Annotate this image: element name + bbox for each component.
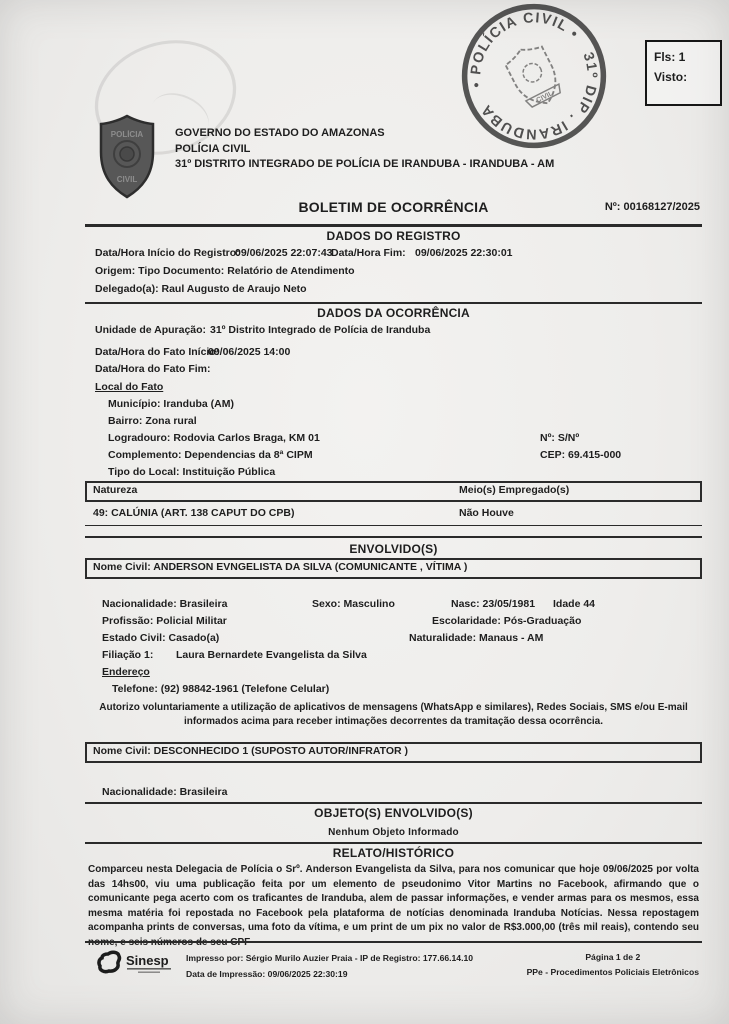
section-dados-ocorrencia: DADOS DA OCORRÊNCIA [317, 306, 470, 320]
unidade-value: 31º Distrito Integrado de Polícia de Iranduba [210, 324, 431, 336]
divider [85, 536, 702, 538]
nome-civil-box-vitima [85, 558, 702, 579]
objetos-empty-text: Nenhum Objeto Informado [328, 827, 459, 838]
natureza-col-header: Natureza [93, 484, 138, 496]
nome-civil-box-infrator [85, 742, 702, 763]
profissao-text: Profissão: Policial Militar [102, 615, 227, 627]
divider [85, 302, 702, 304]
row-municipio [85, 398, 702, 414]
local-do-fato-heading: Local do Fato [95, 381, 164, 393]
stamp-center-shield-icon [502, 40, 566, 112]
endereco-heading: Endereço [102, 666, 150, 678]
row-logradouro [85, 432, 702, 448]
header-line-government: GOVERNO DO ESTADO DO AMAZONAS [175, 127, 385, 139]
visto-label: Visto: [654, 70, 688, 84]
unidade-label: Unidade de Apuração: [95, 324, 207, 336]
document-number: Nº: 00168127/2025 [604, 201, 700, 213]
natureza-value: 49: CALÚNIA (ART. 138 CAPUT DO CPB) [93, 507, 295, 519]
footer-page-info [527, 950, 699, 980]
pessoa2-nacionalidade-row [85, 786, 702, 802]
row-complemento [85, 449, 702, 465]
ocorrencia-row-fato-inicio [85, 346, 702, 362]
pessoa2-nacionalidade-text: Nacionalidade: Brasileira [102, 786, 228, 798]
nacionalidade-text: Nacionalidade: Brasileira [102, 598, 228, 610]
natureza-row [85, 507, 702, 523]
telefone-row [85, 683, 702, 699]
fls-label: Fls: 1 [654, 50, 686, 64]
nasc-text: Nasc: 23/05/1981 [451, 598, 536, 610]
stamp-bottom-text: 31º DIP . IRANDUBA [477, 50, 600, 142]
row-bairro [85, 415, 702, 431]
divider [85, 842, 702, 844]
pessoa1-row1 [85, 598, 702, 614]
local-do-fato-heading-row [85, 381, 702, 397]
fls-visto-box [645, 40, 722, 106]
data-impressao-text: Data de Impressão: 09/06/2025 22:30:19 [186, 969, 348, 979]
stamp-banner-text: CIVIL [535, 90, 555, 105]
section-envolvidos: ENVOLVIDO(S) [349, 542, 438, 556]
sinesp-logo [94, 948, 184, 982]
natureza-header-box [85, 481, 702, 502]
cep-text: CEP: 69.415-000 [540, 449, 622, 461]
logradouro-text: Logradouro: Rodovia Carlos Braga, KM 01 [108, 432, 320, 444]
impresso-por-text: Impresso por: Sérgio Murilo Auzier Praia - IP de Registro: 177.66.14.10 [186, 953, 474, 963]
divider [85, 941, 702, 943]
bairro-text: Bairro: Zona rural [108, 415, 197, 427]
badge-top-label: POLÍCIA [110, 130, 144, 139]
pagina-text: Página 1 de 2 [585, 952, 641, 962]
autorizacao-text: Autorizo voluntariamente a utilização de aplicativos de mensagens (WhatsApp e similares), Redes Sociais, SMS e/ou E-mail informados acima para receber intimações decorrentes da tramitação dessa ocorrência. [99, 702, 688, 727]
sinesp-mark-icon [99, 952, 120, 971]
divider [85, 802, 702, 804]
fato-fim-label: Data/Hora do Fato Fim: [95, 363, 211, 375]
meio-value: Não Houve [459, 507, 514, 519]
numero-text: Nº: S/Nº [540, 432, 580, 444]
row-tipo-local [85, 466, 702, 482]
nome-civil-vitima: Nome Civil: ANDERSON EVNGELISTA DA SILVA (COMUNICANTE , VÍTIMA ) [93, 561, 468, 573]
registro-row-origem [85, 265, 702, 281]
fato-inicio-value: 09/06/2025 14:00 [208, 346, 291, 358]
delegado-text: Delegado(a): Raul Augusto de Araujo Neto [95, 283, 307, 295]
stamp-top-text: • POLÍCIA CIVIL • [468, 10, 583, 89]
nome-civil-infrator: Nome Civil: DESCONHECIDO 1 (SUPOSTO AUTOR/INFRATOR ) [93, 745, 409, 757]
inicio-registro-value: 09/06/2025 22:07:43 [235, 247, 333, 259]
section-relato: RELATO/HISTÓRICO [332, 846, 455, 860]
divider [85, 525, 702, 526]
tipo-local-text: Tipo do Local: Instituição Pública [108, 466, 276, 478]
agency-header [175, 126, 554, 173]
sexo-text: Sexo: Masculino [312, 598, 395, 610]
naturalidade-text: Naturalidade: Manaus - AM [409, 632, 544, 644]
endereco-heading-row [85, 666, 702, 682]
registro-row-delegado [85, 283, 702, 299]
ppe-text: PPe - Procedimentos Policiais Eletrônicos [526, 967, 699, 977]
sinesp-wordmark: Sinesp [126, 953, 169, 968]
fato-inicio-label: Data/Hora do Fato Início: [95, 346, 220, 358]
idade-text: Idade 44 [553, 598, 596, 610]
title-row [85, 199, 702, 219]
escolaridade-text: Escolaridade: Pós-Graduação [432, 615, 582, 627]
page-title: BOLETIM DE OCORRÊNCIA [298, 199, 489, 215]
complemento-text: Complemento: Dependencias da 8ª CIPM [108, 449, 313, 461]
ocorrencia-row-unidade [85, 324, 702, 340]
relato-paragraph: Comparceu nesta Delegacia de Polícia o Srº. Anderson Evangelista da Silva, para nos comunicar que hoje 09/06/2025 por volta das 14hs00, viu uma publicação feita por um elemento de pseudonimo Vitor Martins no Facebook, afirmando que o comunicante pega acerto com os traficantes de Iranduba, alem de passar informações, e vender armas para os mesmos, essa mesma matéria foi repostada no Facebook pela plataforma de notícias denominada Iranduba Notícias. Nessa repostagem acompanha prints de conversas, uma foto da vítima, e um print de um pix no valor de R$3.000,00 (três mil reais), contendo seu nome, e seis números de seu CPF [88, 864, 699, 948]
section-dados-registro: DADOS DO REGISTRO [326, 229, 461, 243]
meio-col-header: Meio(s) Empregado(s) [459, 484, 570, 496]
origem-text: Origem: Tipo Documento: Relatório de Atendimento [95, 265, 355, 277]
header-line-district: 31º DISTRITO INTEGRADO DE POLÍCIA DE IRANDUBA - IRANDUBA - AM [175, 158, 555, 170]
fim-registro-label: Data/Hora Fim: [331, 247, 406, 259]
inicio-registro-label: Data/Hora Início do Registro: [95, 247, 240, 259]
pessoa1-row2 [85, 615, 702, 631]
header-line-policia-civil: POLÍCIA CIVIL [175, 142, 251, 155]
filiacao-value: Laura Bernardete Evangelista da Silva [176, 649, 367, 661]
pessoa1-row3 [85, 632, 702, 648]
footer-print-info [186, 950, 473, 982]
divider [85, 224, 702, 227]
fim-registro-value: 09/06/2025 22:30:01 [415, 247, 513, 259]
registro-row-datas [85, 247, 702, 263]
policia-civil-badge-icon [94, 112, 160, 202]
badge-bottom-label: CIVIL [116, 175, 138, 184]
filiacao-label: Filiação 1: [102, 649, 154, 661]
pessoa1-row-filiacao [85, 649, 702, 665]
municipio-text: Município: Iranduba (AM) [108, 398, 234, 410]
ocorrencia-row-fato-fim [85, 363, 702, 379]
section-objetos: OBJETO(S) ENVOLVIDO(S) [314, 806, 473, 820]
estado-civil-text: Estado Civil: Casado(a) [102, 632, 220, 644]
telefone-text: Telefone: (92) 98842-1961 (Telefone Celular) [112, 683, 330, 695]
